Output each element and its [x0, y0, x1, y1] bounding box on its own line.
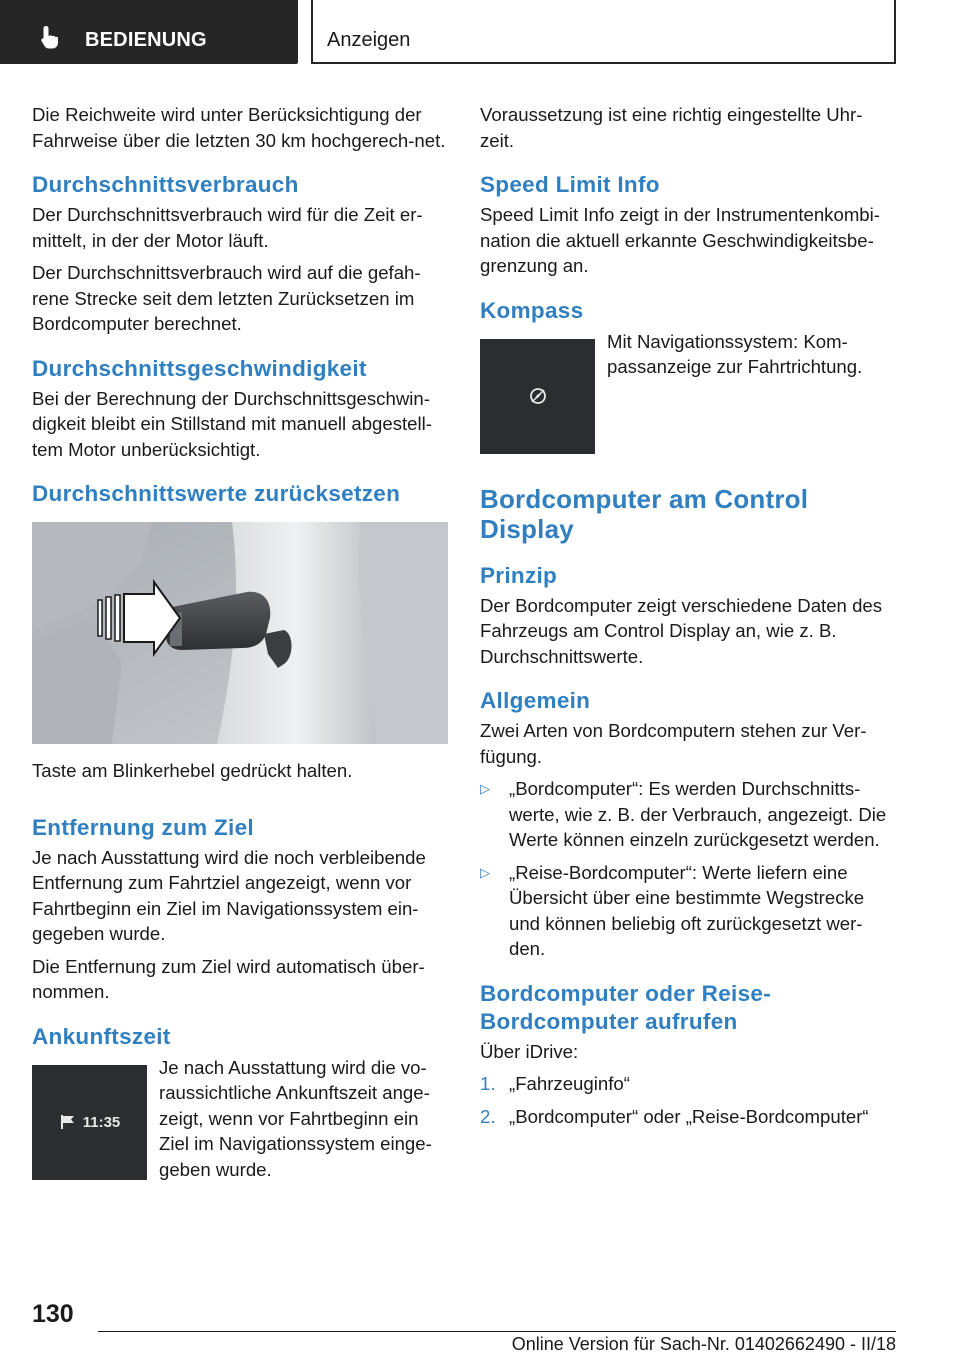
heading-speed-limit-info: Speed Limit Info [480, 172, 660, 197]
range-paragraph: Die Reichweite wird unter Berücksichtigung der Fahrweise über die letzten 30 km hochgerech-net. [32, 104, 446, 151]
ankunftszeit-paragraph: Je nach Ausstattung wird die vo-raussichtliche Ankunftszeit ange-zeigt, wenn vor Fahrtbeginn ein Ziel im Navigationssystem einge-geben wurde. [159, 1056, 432, 1180]
list-item: 1. „Fahrzeuginfo“ [480, 1071, 896, 1097]
heading-durchschnittsgeschwindigkeit: Durchschnittsgeschwindigkeit [32, 355, 367, 381]
section-title: BEDIENUNG [85, 29, 207, 51]
heading-durchschnittsverbrauch: Durchschnittsverbrauch [32, 172, 299, 197]
destination-flag-icon [59, 1114, 77, 1130]
kompass-paragraph: Mit Navigationssystem: Kom-passanzeige zur Fahrtrichtung. [607, 330, 863, 377]
step-number: 1. [480, 1073, 496, 1094]
online-version-note: Online Version für Sach-Nr. 01402662490 - II/18 [511, 1334, 896, 1354]
footer-divider [98, 1331, 896, 1332]
speed-limit-paragraph: Speed Limit Info zeigt in der Instrumentenkombi-nation die aktuell erkannte Geschwindigkeitsbe-grenzung an. [480, 204, 880, 276]
heading-entfernung: Entfernung zum Ziel [32, 814, 254, 840]
triangle-bullet-icon: ▷ [480, 781, 490, 796]
left-column [32, 102, 448, 1189]
bordcomputer-types-list [480, 776, 896, 962]
list-item: ▷ „Bordcomputer“: Es werden Durchschnitts-werte, wie z. B. der Verbrauch, angezeigt. Die Werte können einzeln zurückgesetzt werden. [480, 778, 887, 850]
arrival-time-value: 11:35 [82, 1113, 121, 1131]
steps-list [480, 1071, 896, 1129]
heading-prinzip: Prinzip [480, 562, 558, 588]
compass-thumbnail [480, 339, 595, 454]
ankunftszeit-row [32, 1055, 448, 1190]
kompass-row [480, 329, 896, 454]
prinzip-paragraph: Der Bordcomputer zeigt verschiedene Daten des Fahrzeugs am Control Display an, wie z. B. Durchschnittswerte. [480, 594, 883, 667]
verbrauch-paragraph-2: Der Durchschnittsverbrauch wird auf die gefah-rene Strecke seit dem letzten Zurücksetzen im Bordcomputer berechnet. [32, 262, 421, 334]
list-item: 2. „Bordcomputer“ oder „Reise-Bordcomputer“ [480, 1104, 896, 1130]
arrival-time-thumbnail [32, 1065, 147, 1180]
verbrauch-paragraph-1: Der Durchschnittsverbrauch wird für die Zeit er-mittelt, in der der Motor läuft. [32, 204, 423, 251]
entfernung-paragraph-2: Die Entfernung zum Ziel wird automatisch über-nommen. [32, 955, 425, 1002]
heading-kompass: Kompass [480, 297, 584, 323]
aufrufen-paragraph: Über iDrive: [480, 1040, 579, 1062]
uhrzeit-paragraph: Voraussetzung ist eine richtig eingestellte Uhr-zeit. [480, 104, 863, 151]
chapter-header [311, 0, 896, 64]
hand-pointer-icon [38, 24, 64, 50]
heading-bordcomputer-control-display: Bordcomputer am Control Display [480, 483, 809, 544]
heading-reset: Durchschnittswerte zurücksetzen [32, 481, 401, 506]
entfernung-paragraph-1: Je nach Ausstattung wird die noch verbleibende Entfernung zum Fahrtziel angezeigt, wenn vor Fahrtbeginn ein Ziel im Navigationssystem ein-gegeben wurde. [32, 846, 426, 944]
heading-bordcomputer-aufrufen: Bordcomputer oder Reise-Bordcomputer aufrufen [480, 980, 771, 1034]
reset-paragraph: Taste am Blinkerhebel gedrückt halten. [32, 760, 353, 781]
geschwindigkeit-paragraph: Bei der Berechnung der Durchschnittsgeschwin-digkeit bleibt ein Stillstand mit manuell abgestell-tem Motor unberücksichtigt. [32, 387, 432, 460]
step-number: 2. [480, 1105, 496, 1127]
heading-ankunftszeit: Ankunftszeit [32, 1023, 171, 1049]
heading-allgemein: Allgemein [480, 688, 591, 713]
compass-icon [528, 386, 548, 406]
list-item: ▷ „Reise-Bordcomputer“: Werte liefern eine Übersicht über eine bestimmte Wegstrecke und können beliebig oft zurückgesetzt wer-den. [480, 861, 865, 959]
page-number: 130 [32, 1300, 74, 1328]
chapter-title: Anzeigen [327, 29, 411, 51]
allgemein-paragraph: Zwei Arten von Bordcomputern stehen zur Ver-fügung. [480, 720, 867, 767]
right-column [480, 102, 896, 1136]
triangle-bullet-icon: ▷ [480, 864, 490, 880]
section-tab [0, 0, 298, 64]
turn-signal-lever-illustration [32, 522, 448, 744]
